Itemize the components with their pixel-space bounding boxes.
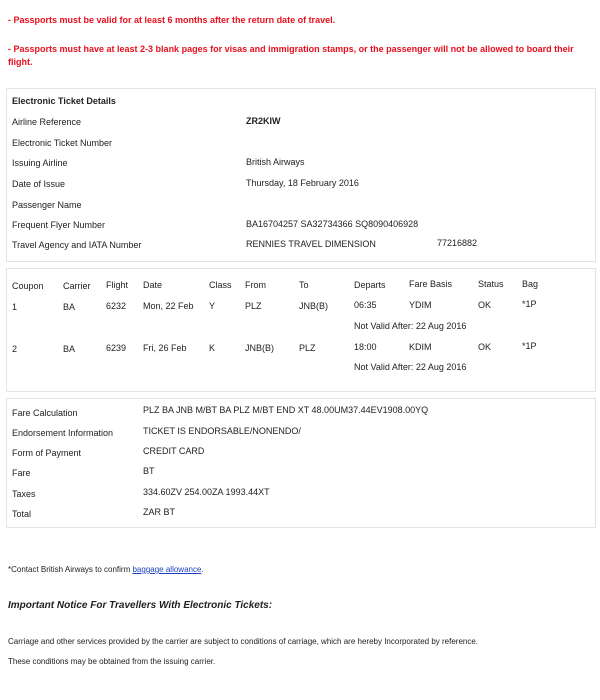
to-airport: PLZ	[299, 343, 316, 353]
col-flight-header: Flight	[106, 280, 129, 290]
col-fare-basis-header: Fare Basis	[409, 279, 453, 289]
col-carrier-header: Carrier	[63, 281, 91, 291]
contact-suffix: .	[201, 565, 204, 574]
flight-number: 6239	[106, 343, 127, 353]
fare-calculation-value: PLZ BA JNB M/BT BA PLZ M/BT END XT 48.00UM37.44EV1908.00YQ	[143, 405, 429, 415]
fare-basis: KDIM	[409, 342, 432, 352]
not-valid-after: Not Valid After: 22 Aug 2016	[354, 321, 467, 331]
col-coupon-header: Coupon	[12, 281, 44, 291]
not-valid-after: Not Valid After: 22 Aug 2016	[354, 362, 467, 372]
booking-class: K	[209, 343, 216, 353]
departure-time: 06:35	[354, 300, 377, 310]
col-date-header: Date	[143, 280, 163, 290]
flight-number: 6232	[106, 301, 127, 311]
frequent-flyer-value: BA16704257 SA32734366 SQ8090406928	[246, 219, 419, 229]
ticket-details-heading: Electronic Ticket Details	[12, 96, 116, 106]
travel-agency-value: RENNIES TRAVEL DIMENSION	[246, 239, 376, 249]
from-airport: PLZ	[245, 301, 262, 311]
taxes-value: 334.60ZV 254.00ZA 1993.44XT	[143, 487, 270, 497]
fare-value: BT	[143, 466, 155, 476]
col-from-header: From	[245, 280, 266, 290]
airline-reference-label: Airline Reference	[12, 117, 82, 127]
important-notice-heading: Important Notice For Travellers With Electronic Tickets:	[8, 600, 273, 611]
flight-date: Fri, 26 Feb	[143, 343, 187, 353]
carrier: BA	[63, 302, 76, 312]
ticket-details-section	[6, 88, 596, 262]
passport-pages-warning: - Passports must have at least 2-3 blank pages for visas and immigration stamps, or the passenger will not be allowed to board their flight.	[8, 44, 574, 67]
booking-class: Y	[209, 301, 216, 311]
coupon-number: 2	[12, 344, 18, 354]
ticket-number-label: Electronic Ticket Number	[12, 138, 113, 148]
carrier: BA	[63, 344, 76, 354]
coupon-number: 1	[12, 302, 18, 312]
notice-line-obtain: These conditions may be obtained from the issuing carrier.	[8, 657, 216, 666]
baggage: *1P	[522, 341, 537, 351]
form-of-payment-value: CREDIT CARD	[143, 446, 205, 456]
col-to-header: To	[299, 280, 309, 290]
baggage-contact-note	[8, 565, 204, 574]
contact-prefix: *Contact British Airways to confirm	[8, 565, 133, 574]
endorsement-value: TICKET IS ENDORSABLE/NONENDO/	[143, 426, 301, 436]
date-of-issue-label: Date of Issue	[12, 179, 66, 189]
passenger-name-label: Passenger Name	[12, 200, 82, 210]
coupon-status: OK	[478, 300, 492, 310]
fare-basis: YDIM	[409, 300, 432, 310]
issuing-airline-value: British Airways	[246, 157, 305, 167]
col-departs-header: Departs	[354, 280, 386, 290]
endorsement-label: Endorsement Information	[12, 428, 114, 438]
coupon-status: OK	[478, 342, 492, 352]
airline-reference-value: ZR2KIW	[246, 116, 281, 126]
taxes-label: Taxes	[12, 489, 36, 499]
departure-time: 18:00	[354, 342, 377, 352]
baggage: *1P	[522, 299, 537, 309]
issuing-airline-label: Issuing Airline	[12, 158, 68, 168]
form-of-payment-label: Form of Payment	[12, 448, 82, 458]
baggage-allowance-link[interactable]: baggage allowance	[132, 565, 202, 574]
flight-date: Mon, 22 Feb	[143, 301, 194, 311]
col-class-header: Class	[209, 280, 232, 290]
total-label: Total	[12, 509, 32, 519]
frequent-flyer-label: Frequent Flyer Number	[12, 220, 106, 230]
from-airport: JNB(B)	[245, 343, 274, 353]
fare-section	[6, 398, 596, 528]
fare-label: Fare	[12, 468, 31, 478]
col-bag-header: Bag	[522, 279, 539, 289]
notice-line-conditions: Carriage and other services provided by the carrier are subject to conditions of carriage, which are hereby Incorporated by reference.	[8, 637, 479, 646]
date-of-issue-value: Thursday, 18 February 2016	[246, 178, 359, 188]
fare-calculation-label: Fare Calculation	[12, 408, 78, 418]
to-airport: JNB(B)	[299, 301, 328, 311]
total-value: ZAR BT	[143, 507, 176, 517]
passport-validity-warning: - Passports must be valid for at least 6 months after the return date of travel.	[8, 15, 336, 25]
iata-number-value: 77216882	[437, 238, 478, 248]
travel-agency-label: Travel Agency and IATA Number	[12, 240, 142, 250]
col-status-header: Status	[478, 279, 504, 289]
